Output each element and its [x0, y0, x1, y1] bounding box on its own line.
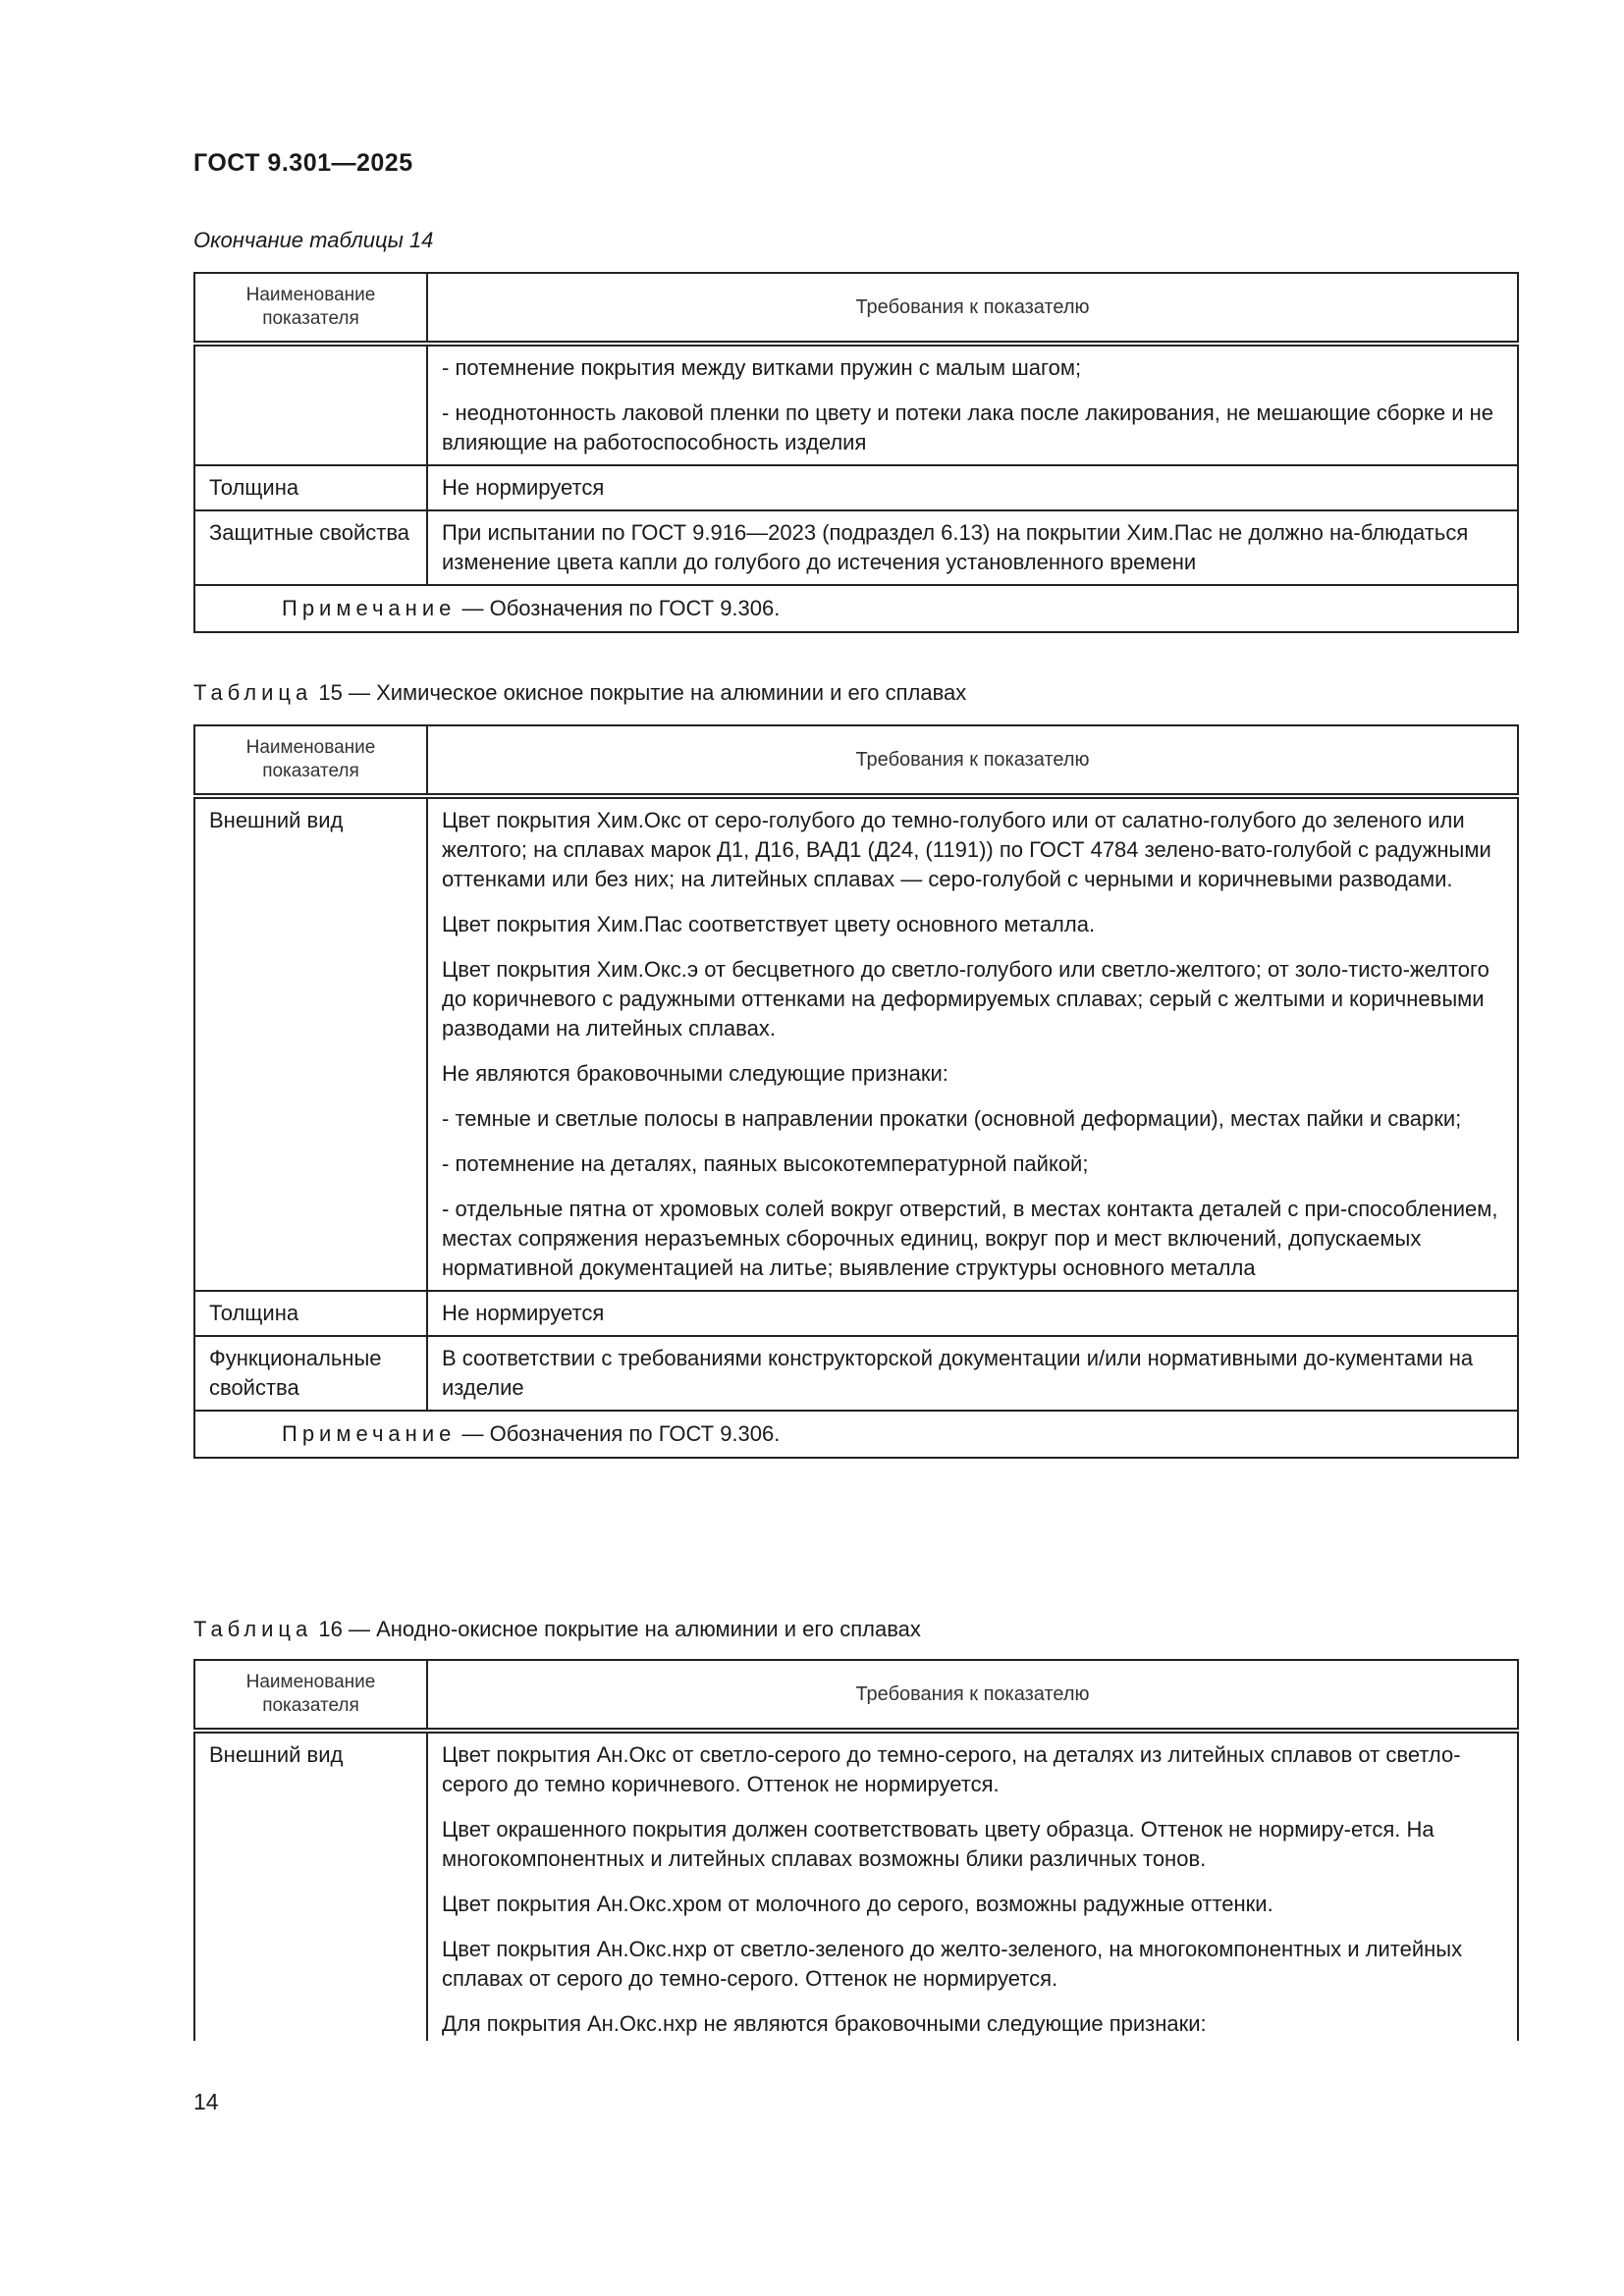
table-note-row	[194, 1411, 1518, 1458]
requirement-paragraph: Цвет покрытия Хим.Окс.э от бесцветного до светло-голубого или светло-желтого; от золо-тисто-желтого до коричневого с радужными оттенками на деформируемых сплавах; серый с желтыми и коричневыми разводами на литейных сплавах.	[442, 957, 1489, 1041]
table-row	[194, 344, 1518, 465]
requirement-paragraph: - темные и светлые полосы в направлении прокатки (основной деформации), местах пайки и сварки;	[442, 1106, 1462, 1131]
note-label: Примечание	[282, 596, 457, 620]
document-id: ГОСТ 9.301—2025	[193, 149, 413, 177]
table-row	[194, 510, 1518, 585]
requirement-value: Не нормируется	[427, 465, 1518, 510]
table-header-row	[194, 1660, 1518, 1731]
table-15	[193, 724, 1519, 1459]
table-row	[194, 1336, 1518, 1411]
table-label: Таблица	[193, 1617, 313, 1641]
table-row	[194, 1731, 1518, 2041]
requirement-item: - потемнение покрытия между витками пружин с малым шагом;	[442, 355, 1082, 380]
requirement-value: Не нормируется	[427, 1291, 1518, 1336]
table-title: 16 — Анодно-окисное покрытие на алюминии и его сплавах	[318, 1617, 921, 1641]
indicator-name: Внешний вид	[194, 1731, 427, 2041]
table-header-row	[194, 273, 1518, 344]
requirement-paragraph: Цвет покрытия Ан.Окс от светло-серого до темно-серого, на деталях из литейных сплавов от светло-серого до темно коричневого. Оттенок не нормируется.	[442, 1742, 1461, 1796]
requirement-paragraph: Цвет покрытия Ан.Окс.хром от молочного до серого, возможны радужные оттенки.	[442, 1892, 1273, 1916]
requirement-item: - неоднотонность лаковой пленки по цвету и потеки лака после лакирования, не мешающие сборке и не влияющие на работоспособность изделия	[442, 400, 1494, 454]
col-header-requirements: Требования к показателю	[427, 725, 1518, 796]
table-row	[194, 796, 1518, 1291]
requirement-cell	[427, 344, 1518, 465]
indicator-name: Толщина	[194, 1291, 427, 1336]
table15-caption	[193, 680, 966, 706]
table-note-row	[194, 585, 1518, 632]
table-title: 15 — Химическое окисное покрытие на алюминии и его сплавах	[318, 680, 967, 705]
indicator-name: Внешний вид	[194, 796, 427, 1291]
table-note	[194, 1411, 1518, 1458]
table-label: Таблица	[193, 680, 313, 705]
col-header-indicator: Наименование показателя	[194, 273, 427, 344]
requirement-value: При испытании по ГОСТ 9.916—2023 (подраздел 6.13) на покрытии Хим.Пас не должно на-блюдаться изменение цвета капли до голубого до истечения установленного времени	[427, 510, 1518, 585]
requirement-paragraph: Цвет покрытия Ан.Окс.нхр от светло-зеленого до желто-зеленого, на многокомпонентных и литейных сплавах от серого до темно-серого. Оттенок не нормируется.	[442, 1937, 1463, 1991]
table-header-row	[194, 725, 1518, 796]
requirement-paragraph: Цвет покрытия Хим.Пас соответствует цвету основного металла.	[442, 912, 1096, 936]
col-header-indicator: Наименование показателя	[194, 1660, 427, 1731]
table-row	[194, 1291, 1518, 1336]
col-header-indicator: Наименование показателя	[194, 725, 427, 796]
requirement-cell	[427, 796, 1518, 1291]
note-text: — Обозначения по ГОСТ 9.306.	[461, 1421, 781, 1446]
requirement-paragraph: - отдельные пятна от хромовых солей вокруг отверстий, в местах контакта деталей с при-способлением, местах сопряжения неразъемных сборочных единиц, вокруг пор и мест включений, допускаемых нормативной документацией на литье; выявление структуры основного металла	[442, 1197, 1498, 1280]
note-text: — Обозначения по ГОСТ 9.306.	[461, 596, 781, 620]
requirement-paragraph: Цвет окрашенного покрытия должен соответствовать цвету образца. Оттенок не нормиру-ется. На многокомпонентных и литейных сплавах возможны блики различных тонов.	[442, 1817, 1435, 1871]
table-16	[193, 1659, 1519, 2041]
requirement-cell	[427, 1731, 1518, 2041]
indicator-cell-empty	[194, 344, 427, 465]
table-14	[193, 272, 1519, 633]
indicator-name: Толщина	[194, 465, 427, 510]
table-note	[194, 585, 1518, 632]
indicator-name: Защитные свойства	[194, 510, 427, 585]
page-number: 14	[193, 2089, 219, 2114]
col-header-requirements: Требования к показателю	[427, 273, 1518, 344]
table-row	[194, 465, 1518, 510]
table14-caption: Окончание таблицы 14	[193, 228, 434, 252]
requirement-paragraph: - потемнение на деталях, паяных высокотемпературной пайкой;	[442, 1151, 1089, 1176]
table16-caption	[193, 1617, 921, 1642]
requirement-paragraph: Не являются браковочными следующие признаки:	[442, 1061, 948, 1086]
requirement-value: В соответствии с требованиями конструкторской документации и/или нормативными до-кументами на изделие	[427, 1336, 1518, 1411]
note-label: Примечание	[282, 1421, 457, 1446]
indicator-name: Функциональные свойства	[194, 1336, 427, 1411]
col-header-requirements: Требования к показателю	[427, 1660, 1518, 1731]
requirement-paragraph: Для покрытия Ан.Окс.нхр не являются браковочными следующие признаки:	[442, 2011, 1207, 2036]
requirement-paragraph: Цвет покрытия Хим.Окс от серо-голубого до темно-голубого или от салатно-голубого до зеленого или желтого; на сплавах марок Д1, Д16, ВАД1 (Д24, (1191)) по ГОСТ 4784 зелено-вато-голубой с радужными оттенками или без них; на литейных сплавах — серо-голубой с черными и коричневыми разводами.	[442, 808, 1491, 891]
